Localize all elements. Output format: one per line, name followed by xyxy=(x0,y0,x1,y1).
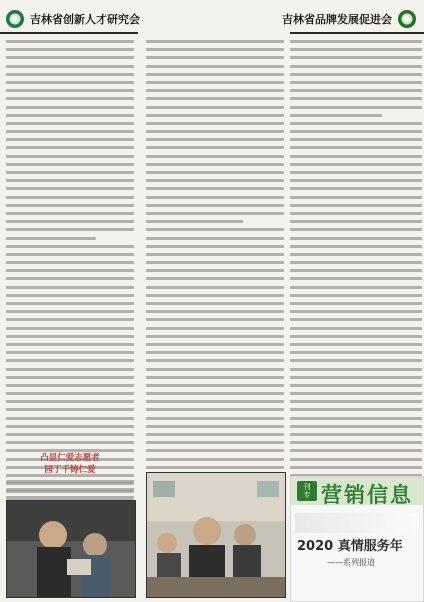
photo-volunteer xyxy=(6,500,136,598)
subheading-1: 凸显仁爱志愿者 xyxy=(40,453,100,463)
subheading-2: 园丁千铸仁爱 xyxy=(44,465,96,475)
ad-tag-icon: 刊 专 xyxy=(297,481,317,501)
org-logo-left-icon xyxy=(6,10,24,28)
column-1-text xyxy=(6,40,134,515)
column-2-text xyxy=(146,40,284,523)
photo-meeting xyxy=(146,472,286,598)
header-right xyxy=(282,10,416,28)
ad-banner xyxy=(290,476,424,602)
column-3-text xyxy=(290,40,422,499)
ad-series: ——系列报道 xyxy=(327,558,375,567)
ad-tagline: 2020 真情服务年 xyxy=(297,539,403,554)
org-logo-right-icon xyxy=(398,10,416,28)
ad-watermark xyxy=(295,513,419,533)
header-right-title: 吉林省品牌发展促进会 xyxy=(282,13,392,26)
header-left-title: 吉林省创新人才研究会 xyxy=(30,13,140,26)
ad-title: 营销信息 xyxy=(321,483,413,507)
header-left xyxy=(6,10,140,28)
header-rule-left xyxy=(0,32,138,34)
header-rule-right xyxy=(290,32,424,34)
